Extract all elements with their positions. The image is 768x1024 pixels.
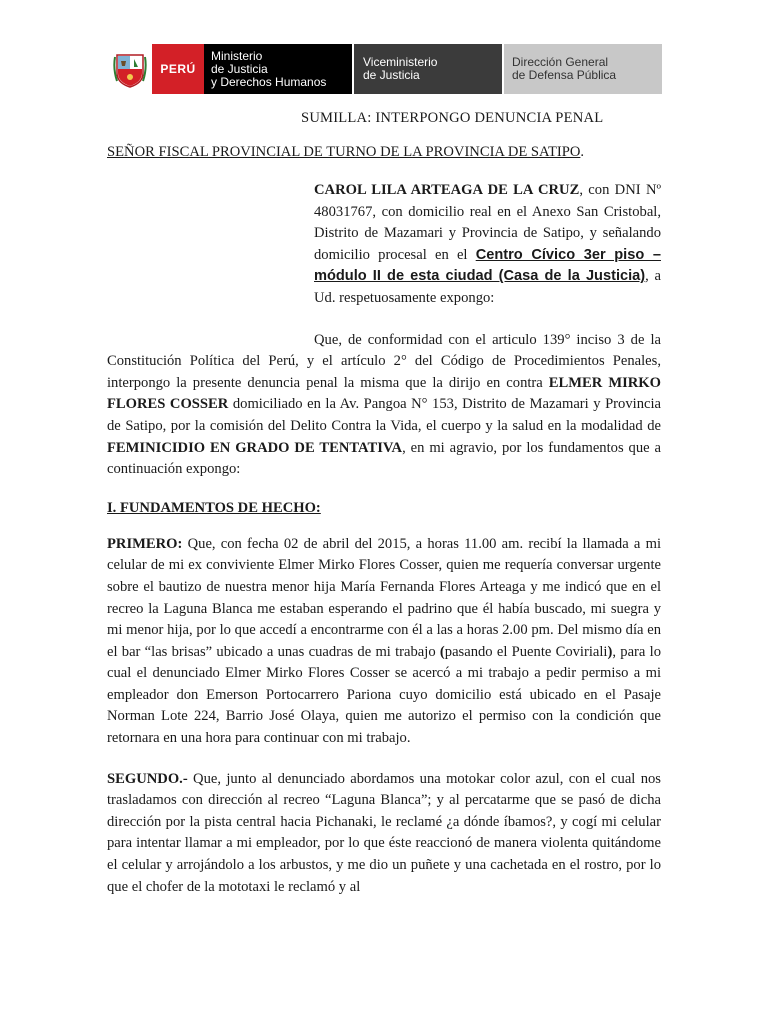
first-paragraph xyxy=(107,534,661,750)
peru-shield-icon xyxy=(113,49,147,89)
intro-text-2: , a Ud. respetuosamente expongo: xyxy=(314,268,661,306)
complainant-name: CAROL LILA ARTEAGA DE LA CRUZ xyxy=(314,182,580,198)
accused-name: ELMER MIRKO FLORES COSSER xyxy=(107,374,662,413)
addressee-period: . xyxy=(580,144,585,160)
complaint-paragraph xyxy=(107,330,661,481)
crime-name: FEMINICIDIO EN GRADO DE TENTATIVA xyxy=(107,439,403,456)
peru-label: PERÚ xyxy=(152,44,204,94)
ministry-name xyxy=(204,44,352,94)
vice-line-1: Viceministerio xyxy=(363,55,438,69)
coat-of-arms-icon xyxy=(108,44,152,94)
viceministry-name xyxy=(354,44,502,94)
complaint-text-1: Que, de conformidad con el articulo 139° inciso 3 de la Constitución Política del Perú, y el artículo 2° del Código de Procedimientos Penales, interpongo la presente denuncia penal la misma que la dirijo en contra xyxy=(107,331,661,391)
complaint-text-2: domiciliado en la Av. Pangoa N° 153, Distrito de Mazamari y Provincia de Satipo, por la comisión del Delito Contra la Vida, el cuerpo y la salud en la modalidad de xyxy=(107,396,661,434)
first-paren-open: ( xyxy=(439,643,445,660)
procedural-address: Centro Cívico 3er piso – módulo II de esta ciudad (Casa de la Justicia) xyxy=(314,246,661,285)
intro-text-1: , con DNI Nº 48031767, con domicilio real en el Anexo San Cristobal, Distrito de Mazamari y Provincia de Satipo, y señalando domicilio procesal en el xyxy=(314,182,662,263)
ministry-line-1: Ministerio xyxy=(211,49,263,63)
complaint-text-3: , en mi agravio, por los fundamentos que a continuación expongo: xyxy=(107,439,662,478)
addressee: SEÑOR FISCAL PROVINCIAL DE TURNO DE LA PROVINCIA DE SATIPO xyxy=(107,144,581,160)
sumilla: SUMILLA: INTERPONGO DENUNCIA PENAL xyxy=(301,110,604,126)
section-title: I. FUNDAMENTOS DE HECHO: xyxy=(107,499,321,516)
first-text-2: pasando el Puente Coviriali xyxy=(444,643,608,660)
first-text-3: , para lo cual el denunciado Elmer Mirko Flores Cosser se acercó a mi trabajo a pedir permiso a mi empleador don Emerson Portocarrero Pariona cuyo domicilio está ubicado en el Pasaje Norman Lote 224, Barrio José Olaya, quien me autorizo el permiso con la condición que retornara en una hora para continuar con mi trabajo. xyxy=(107,643,661,747)
ministry-line-2: de Justicia xyxy=(211,62,268,76)
addressee-line xyxy=(107,144,661,161)
first-paren-close: ) xyxy=(607,643,613,660)
first-label: PRIMERO: xyxy=(107,535,183,552)
vice-line-2: de Justicia xyxy=(363,68,420,82)
document-body xyxy=(107,110,661,917)
second-label: SEGUNDO.- xyxy=(107,770,188,787)
first-text-1: Que, con fecha 02 de abril del 2015, a horas 11.00 am. recibí la llamada a mi celular de mi ex conviviente Elmer Mirko Flores Cosser, quien me requería conversar urgente sobre el bautizo de nuestra menor hija María Fernanda Flores Arteaga y me indicó que en el recreo la Laguna Blanca me estaban esperando el padrino que él había buscado, mi suegra y mi menor hija, por lo que accedí a encontrarme con él a las a horas 2.00 pm. Del mismo día en el bar “las brisas” ubicado a unas cuadras de mi trabajo xyxy=(107,535,661,660)
direction-name xyxy=(504,44,662,94)
institutional-header xyxy=(108,44,662,94)
ministry-line-3: y Derechos Humanos xyxy=(211,75,327,89)
second-text-1: Que, junto al denunciado abordamos una motokar color azul, con el cual nos trasladamos con dirección al recreo “Laguna Blanca”; y al percatarme que se pasó de dicha dirección por la pista central hacia Pichanaki, le reclamé ¿a dónde íbamos?, y cogí mi celular para intentar llamar a mi empleador, por lo que éste reaccionó de manera violenta quitándome el celular y arrojándolo a los arbustos, y me dio un puñete y una cachetada en el rostro, por lo que el chofer de la mototaxi le reclamó y al xyxy=(107,770,661,895)
direction-line-2: de Defensa Pública xyxy=(512,68,617,82)
direction-line-1: Dirección General xyxy=(512,55,609,69)
intro-paragraph xyxy=(314,180,661,310)
second-paragraph xyxy=(107,769,661,899)
